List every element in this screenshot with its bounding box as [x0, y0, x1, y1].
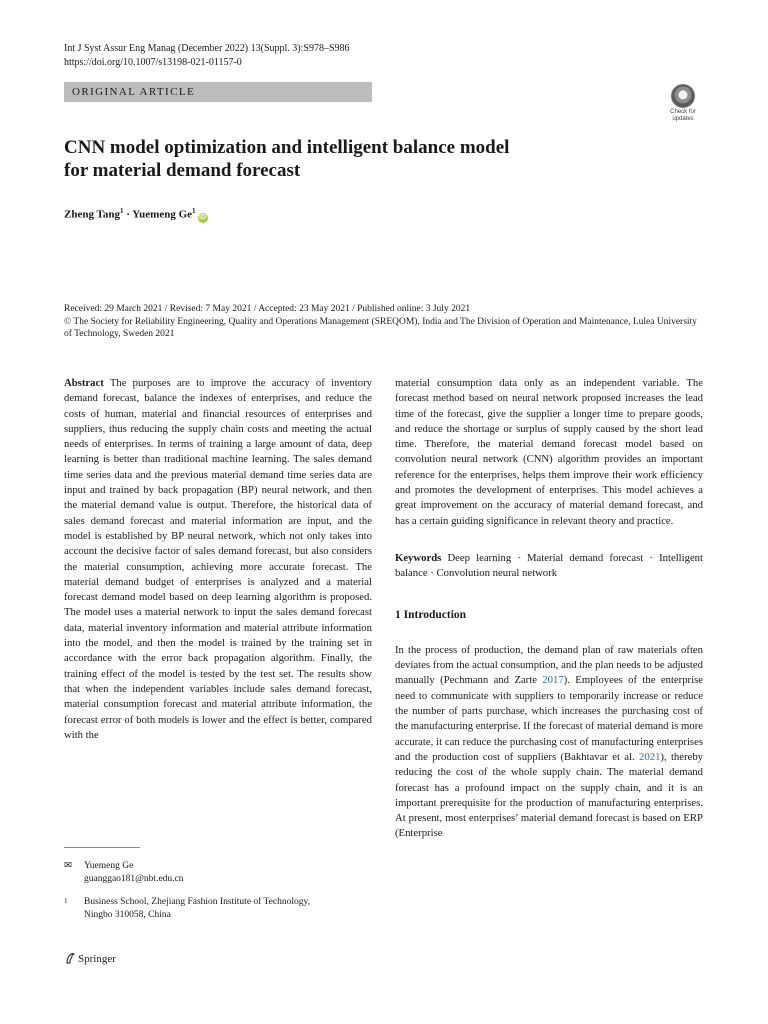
affiliation-line: Business School, Zhejiang Fashion Institute of Technology,: [84, 897, 310, 907]
contact-footnote: [64, 860, 372, 886]
affiliation-footnote: [64, 896, 372, 922]
citation-link[interactable]: 2017: [542, 674, 564, 687]
introduction-paragraph: [395, 643, 703, 842]
author-separator: ·: [123, 208, 133, 221]
author-name[interactable]: Zheng Tang: [64, 208, 120, 221]
abstract-paragraph: [64, 376, 372, 743]
keywords-text: Deep learning · Material demand forecast · Intelligent balance · Convolution neural network: [395, 551, 703, 580]
footnotes: [64, 860, 372, 922]
title-line1: CNN model optimization and intelligent balance model: [64, 137, 510, 158]
abstract-label: Abstract: [64, 377, 104, 389]
section-heading-introduction: 1 Introduction: [395, 608, 467, 621]
abstract-text: The purposes are to improve the accuracy of inventory demand forecast, balance the indexes of enterprises, and reduce the costs of human, material and financial resources of enterprises and suppliers, thus reducing the supply chain costs and meeting the actual needs of enterprises. In terms of training a large amount of data, deep learning is better than traditional machine learning. The sales demand time series data and the previous material demand time series data are input and trained by back propagation (BP) neural network, and then the material demand value is output. Therefore, the historical data of sales demand forecast and material information are input, and the model is established by BP neural network, which not only takes into account the decisive factor of sales demand forecast, but also considers the material consumption, achieving more accurate forecast. The material demand budget of enterprises is analyzed and a material forecast demand model based on deep learning algorithm is proposed. The model uses a material network to input the sales demand forecast data, material inventory information and material attribute information into the model, and then the model is trained by the training set in accordance with the error back propagation algorithm. Finally, the training effect of the model is tested by the test set. The results show that when the independent variables include sales demand forecast, material consumption forecast and material attribute information, the forecast error of both models is lower and the effect is better, compared with the: [64, 377, 372, 741]
envelope-icon: ✉: [64, 861, 72, 871]
check-for-updates-badge[interactable]: [664, 84, 702, 124]
intro-text: ), thereby reducing the cost of the whole supply chain. The material demand forecast has a profound impact on the supply chain, and it is an important prerequisite for the production of manufacturing enterprises. At present, most enterprises’ material demand forecast is based on ERP (Enterprise: [395, 750, 704, 840]
right-column: [395, 376, 703, 842]
author-name[interactable]: Yuemeng Ge: [132, 208, 193, 221]
affiliation-number: 1: [64, 897, 68, 905]
citation-link[interactable]: 2021: [639, 750, 661, 763]
author-affiliation-mark: 1: [119, 207, 124, 215]
publisher-name: Springer: [78, 953, 116, 965]
badge-line2: updates: [672, 116, 694, 122]
author-affiliation-mark: 1: [192, 207, 196, 215]
history-dates: Received: 29 March 2021 / Revised: 7 May 2021 / Accepted: 23 May 2021 / Published online: 3 July 2021: [64, 304, 471, 314]
contact-email[interactable]: guanggao181@nbt.edu.cn: [84, 874, 184, 884]
keywords-paragraph: [395, 551, 703, 582]
orcid-icon[interactable]: iD: [199, 213, 207, 221]
copyright-notice: © The Society for Reliability Engineering, Quality and Operations Management (SREQOM), India and The Division of Operation and Maintenance, Lulea University of Technology, Sweden 2021: [64, 316, 697, 339]
journal-citation: Int J Syst Assur Eng Manag (December 2022) 13(Suppl. 3):S978–S986: [64, 43, 350, 54]
publication-history: [64, 303, 704, 341]
affiliation-line: Ningbo 310058, China: [84, 910, 171, 920]
author-list: [64, 204, 208, 223]
keywords-label: Keywords: [395, 551, 442, 564]
journal-meta: [64, 42, 350, 70]
contact-name: Yuemeng Ge: [84, 861, 134, 871]
doi-link[interactable]: https://doi.org/10.1007/s13198-021-01157-0: [64, 57, 242, 68]
publisher-mark: [64, 952, 116, 966]
badge-line1: Check for: [670, 109, 696, 115]
check-updates-icon: [671, 84, 695, 108]
springer-horse-icon: [64, 952, 76, 964]
intro-text: ). Employees of the enterprise need to communicate with suppliers to temporarily increase or reduce the number of parts purchase, which increases the purchasing cost of the manufacturing enterprise. If the forecast of material demand is more accurate, it can reduce the purchasing cost of manufacturing enterprises and the production cost of suppliers (Bakhtavar et al.: [395, 674, 703, 763]
title-line2: for material demand forecast: [64, 160, 301, 181]
footnote-divider: [64, 847, 140, 848]
paper-title: [64, 136, 624, 182]
abstract-continuation: material consumption data only as an independent variable. The forecast method based on neural network proposed increases the lead time of the forecast, give the supplier a longer time to prepare goods, and reduce the shortage or surplus of supply caused by the short lead time. Therefore, the material demand forecast model based on convolution neural network (CNN) algorithm provides an important reference for the enterprises, helps them improve their work efficiency and promotes the development of enterprises. This model achieves a great improvement on the accuracy of material demand forecast, and has a certain guiding significance in relevant theory and practice.: [395, 377, 703, 527]
article-type-banner: ORIGINAL ARTICLE: [64, 82, 372, 102]
left-column: [64, 376, 372, 743]
intro-text: In the process of production, the demand plan of raw materials often deviates from the actual consumption, and the plan needs to be adjusted manually (Pechmann and Zarte: [395, 643, 703, 687]
